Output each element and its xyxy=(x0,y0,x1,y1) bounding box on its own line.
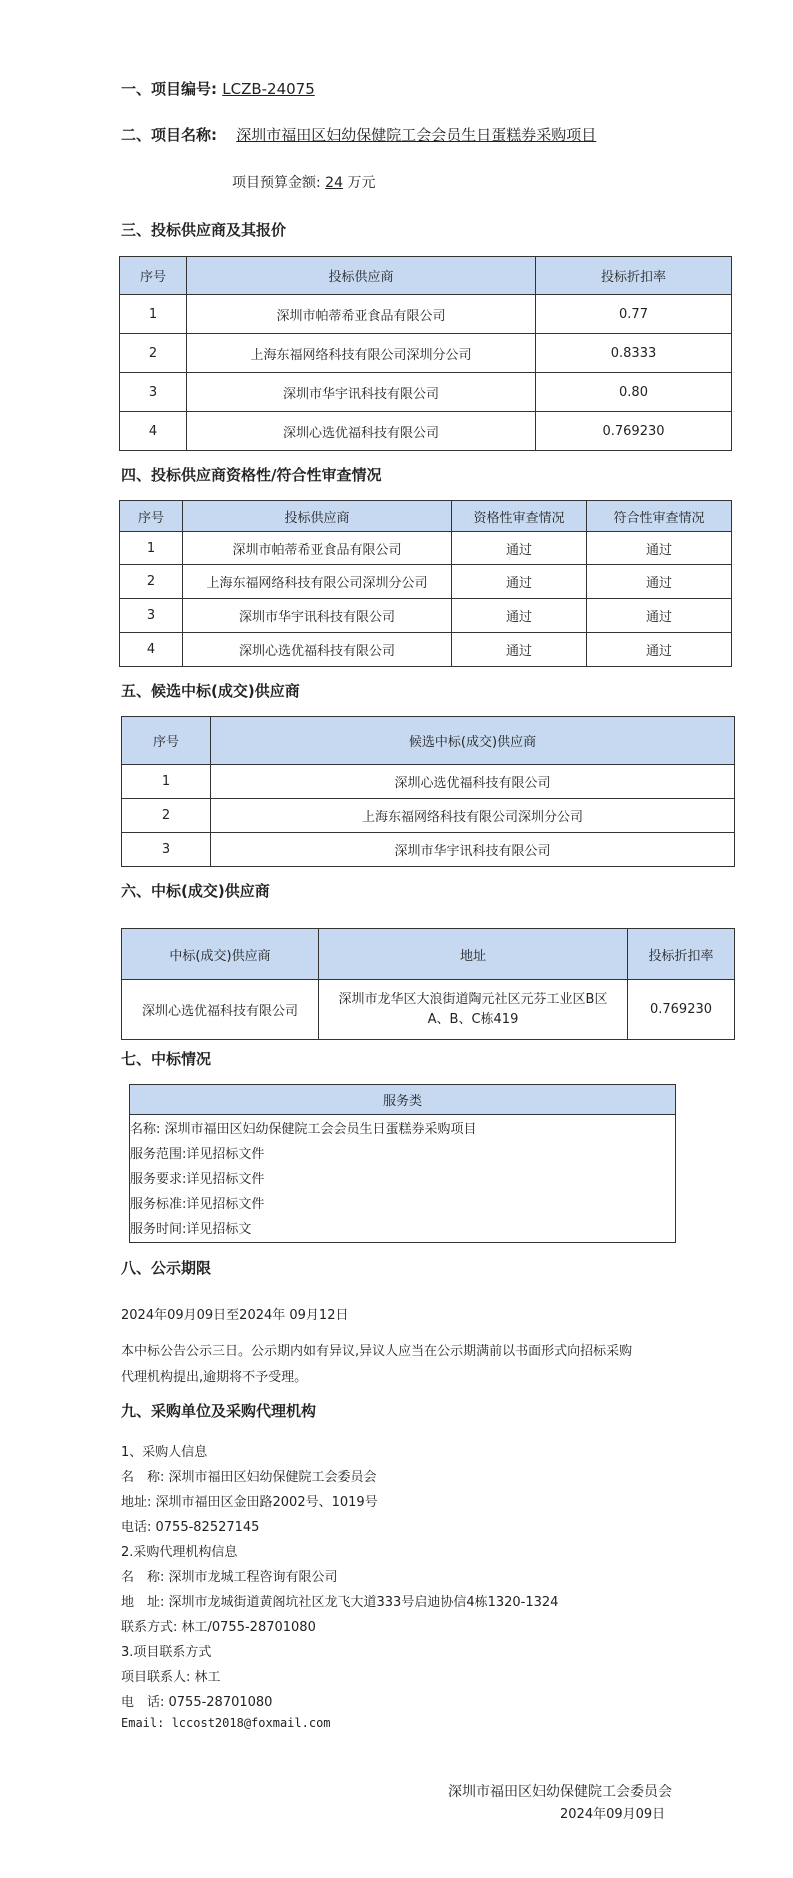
cell: 3 xyxy=(120,373,187,412)
bidders-table xyxy=(119,256,732,451)
table-row xyxy=(120,599,732,633)
project-number-section xyxy=(121,78,315,99)
contact-line: 2.采购代理机构信息 xyxy=(121,1545,238,1560)
cell: 0.8333 xyxy=(536,334,732,373)
table-row xyxy=(122,833,735,867)
cell: 上海东福网络科技有限公司深圳分公司 xyxy=(187,334,536,373)
table-row xyxy=(122,799,735,833)
budget-amount: 24 xyxy=(325,175,343,191)
cell: 1 xyxy=(120,295,187,334)
col-header: 投标折扣率 xyxy=(628,929,735,980)
section4-title: 四、投标供应商资格性/符合性审查情况 xyxy=(121,466,382,484)
cell: 深圳市华宇讯科技有限公司 xyxy=(187,373,536,412)
winner-name: 深圳心选优福科技有限公司 xyxy=(122,980,319,1040)
project-number-label: 一、项目编号: xyxy=(121,80,217,98)
section8-title: 八、公示期限 xyxy=(121,1259,212,1277)
table-row xyxy=(120,295,732,334)
col-header: 地址 xyxy=(319,929,628,980)
award-details xyxy=(130,1115,676,1243)
cell: 2 xyxy=(120,565,183,599)
section5-title: 五、候选中标(成交)供应商 xyxy=(121,682,300,700)
contact-line: 地址: 深圳市福田区金田路2002号、1019号 xyxy=(121,1495,378,1510)
detail-line: 名称: 深圳市福田区妇幼保健院工会会员生日蛋糕券采购项目 xyxy=(130,1122,477,1137)
budget-unit: 万元 xyxy=(347,175,376,191)
table-row xyxy=(120,412,732,451)
table-row xyxy=(120,633,732,667)
detail-line: 服务范围:详见招标文件 xyxy=(130,1147,265,1162)
cell: 深圳心选优福科技有限公司 xyxy=(183,633,452,667)
project-number-value: LCZB-24075 xyxy=(222,80,315,98)
col-header: 中标(成交)供应商 xyxy=(122,929,319,980)
review-table xyxy=(119,500,732,667)
contact-line: 联系方式: 林工/0755-28701080 xyxy=(121,1620,316,1635)
notice-line: 本中标公告公示三日。公示期内如有异议,异议人应当在公示期满前以书面形式向招标采购 xyxy=(121,1344,633,1359)
cell: 通过 xyxy=(452,532,587,565)
service-type-header: 服务类 xyxy=(130,1085,676,1115)
project-name-value: 深圳市福田区妇幼保健院工会会员生日蛋糕券采购项目 xyxy=(236,126,597,144)
contact-line: 名 称: 深圳市龙城工程咨询有限公司 xyxy=(121,1570,338,1585)
budget-line xyxy=(232,172,375,192)
cell: 上海东福网络科技有限公司深圳分公司 xyxy=(211,799,735,833)
contact-line: 地 址: 深圳市龙城街道黄阁坑社区龙飞大道333号启迪协信4栋1320-1324 xyxy=(121,1595,559,1610)
col-header: 投标供应商 xyxy=(183,501,452,532)
footer-organization: 深圳市福田区妇幼保健院工会委员会 xyxy=(448,1784,672,1800)
cell: 0.769230 xyxy=(536,412,732,451)
cell: 通过 xyxy=(452,633,587,667)
cell: 4 xyxy=(120,633,183,667)
cell: 深圳市帕蒂希亚食品有限公司 xyxy=(187,295,536,334)
col-header: 投标供应商 xyxy=(187,257,536,295)
cell: 上海东福网络科技有限公司深圳分公司 xyxy=(183,565,452,599)
cell: 1 xyxy=(120,532,183,565)
cell: 3 xyxy=(120,599,183,633)
contact-email: Email: lccost2018@foxmail.com xyxy=(121,1716,331,1730)
cell: 1 xyxy=(122,765,211,799)
notice-line: 代理机构提出,逾期将不予受理。 xyxy=(121,1370,308,1385)
contact-line: 电话: 0755-82527145 xyxy=(121,1520,260,1535)
award-detail-table xyxy=(129,1084,676,1243)
cell: 深圳心选优福科技有限公司 xyxy=(187,412,536,451)
budget-label: 项目预算金额: xyxy=(232,175,321,191)
cell: 深圳心选优福科技有限公司 xyxy=(211,765,735,799)
cell: 0.80 xyxy=(536,373,732,412)
contact-line: 电 话: 0755-28701080 xyxy=(121,1695,273,1710)
col-header: 序号 xyxy=(122,717,211,765)
table-row xyxy=(120,373,732,412)
winner-rate: 0.769230 xyxy=(628,980,735,1040)
table-row xyxy=(122,765,735,799)
winner-table xyxy=(121,928,735,1040)
cell: 通过 xyxy=(452,599,587,633)
detail-line: 服务标准:详见招标文件 xyxy=(130,1197,265,1212)
cell: 深圳市帕蒂希亚食品有限公司 xyxy=(183,532,452,565)
footer-date: 2024年09月09日 xyxy=(560,1807,666,1822)
table-row xyxy=(120,565,732,599)
cell: 深圳市华宇讯科技有限公司 xyxy=(183,599,452,633)
cell: 0.77 xyxy=(536,295,732,334)
detail-line: 服务时间:详见招标文 xyxy=(130,1222,252,1237)
col-header: 资格性审查情况 xyxy=(452,501,587,532)
col-header: 候选中标(成交)供应商 xyxy=(211,717,735,765)
candidates-table xyxy=(121,716,735,867)
table-row xyxy=(122,980,735,1040)
col-header: 投标折扣率 xyxy=(536,257,732,295)
cell: 通过 xyxy=(587,565,732,599)
section3-title: 三、投标供应商及其报价 xyxy=(121,221,287,239)
cell: 通过 xyxy=(587,532,732,565)
project-name-label: 二、项目名称: xyxy=(121,126,217,144)
cell: 通过 xyxy=(587,599,732,633)
project-name-section xyxy=(121,124,596,145)
cell: 2 xyxy=(122,799,211,833)
publicity-period: 2024年09月09日至2024年 09月12日 xyxy=(121,1308,349,1323)
detail-line: 服务要求:详见招标文件 xyxy=(130,1172,265,1187)
cell: 深圳市华宇讯科技有限公司 xyxy=(211,833,735,867)
cell: 4 xyxy=(120,412,187,451)
contact-line: 3.项目联系方式 xyxy=(121,1645,212,1660)
col-header: 序号 xyxy=(120,257,187,295)
contact-line: 名 称: 深圳市福田区妇幼保健院工会委员会 xyxy=(121,1470,377,1485)
contact-line: 项目联系人: 林工 xyxy=(121,1670,221,1685)
section9-title: 九、采购单位及采购代理机构 xyxy=(121,1402,317,1420)
winner-address xyxy=(319,980,628,1040)
cell: 3 xyxy=(122,833,211,867)
table-row xyxy=(120,334,732,373)
cell: 2 xyxy=(120,334,187,373)
table-row xyxy=(120,532,732,565)
col-header: 符合性审查情况 xyxy=(587,501,732,532)
cell: 通过 xyxy=(587,633,732,667)
cell: 通过 xyxy=(452,565,587,599)
contact-line: 1、采购人信息 xyxy=(121,1445,208,1460)
col-header: 序号 xyxy=(120,501,183,532)
address-line: A、B、C栋419 xyxy=(427,1011,519,1027)
address-line: 深圳市龙华区大浪街道陶元社区元芬工业区B区 xyxy=(338,991,608,1007)
section7-title: 七、中标情况 xyxy=(121,1050,212,1068)
section6-title: 六、中标(成交)供应商 xyxy=(121,882,270,900)
